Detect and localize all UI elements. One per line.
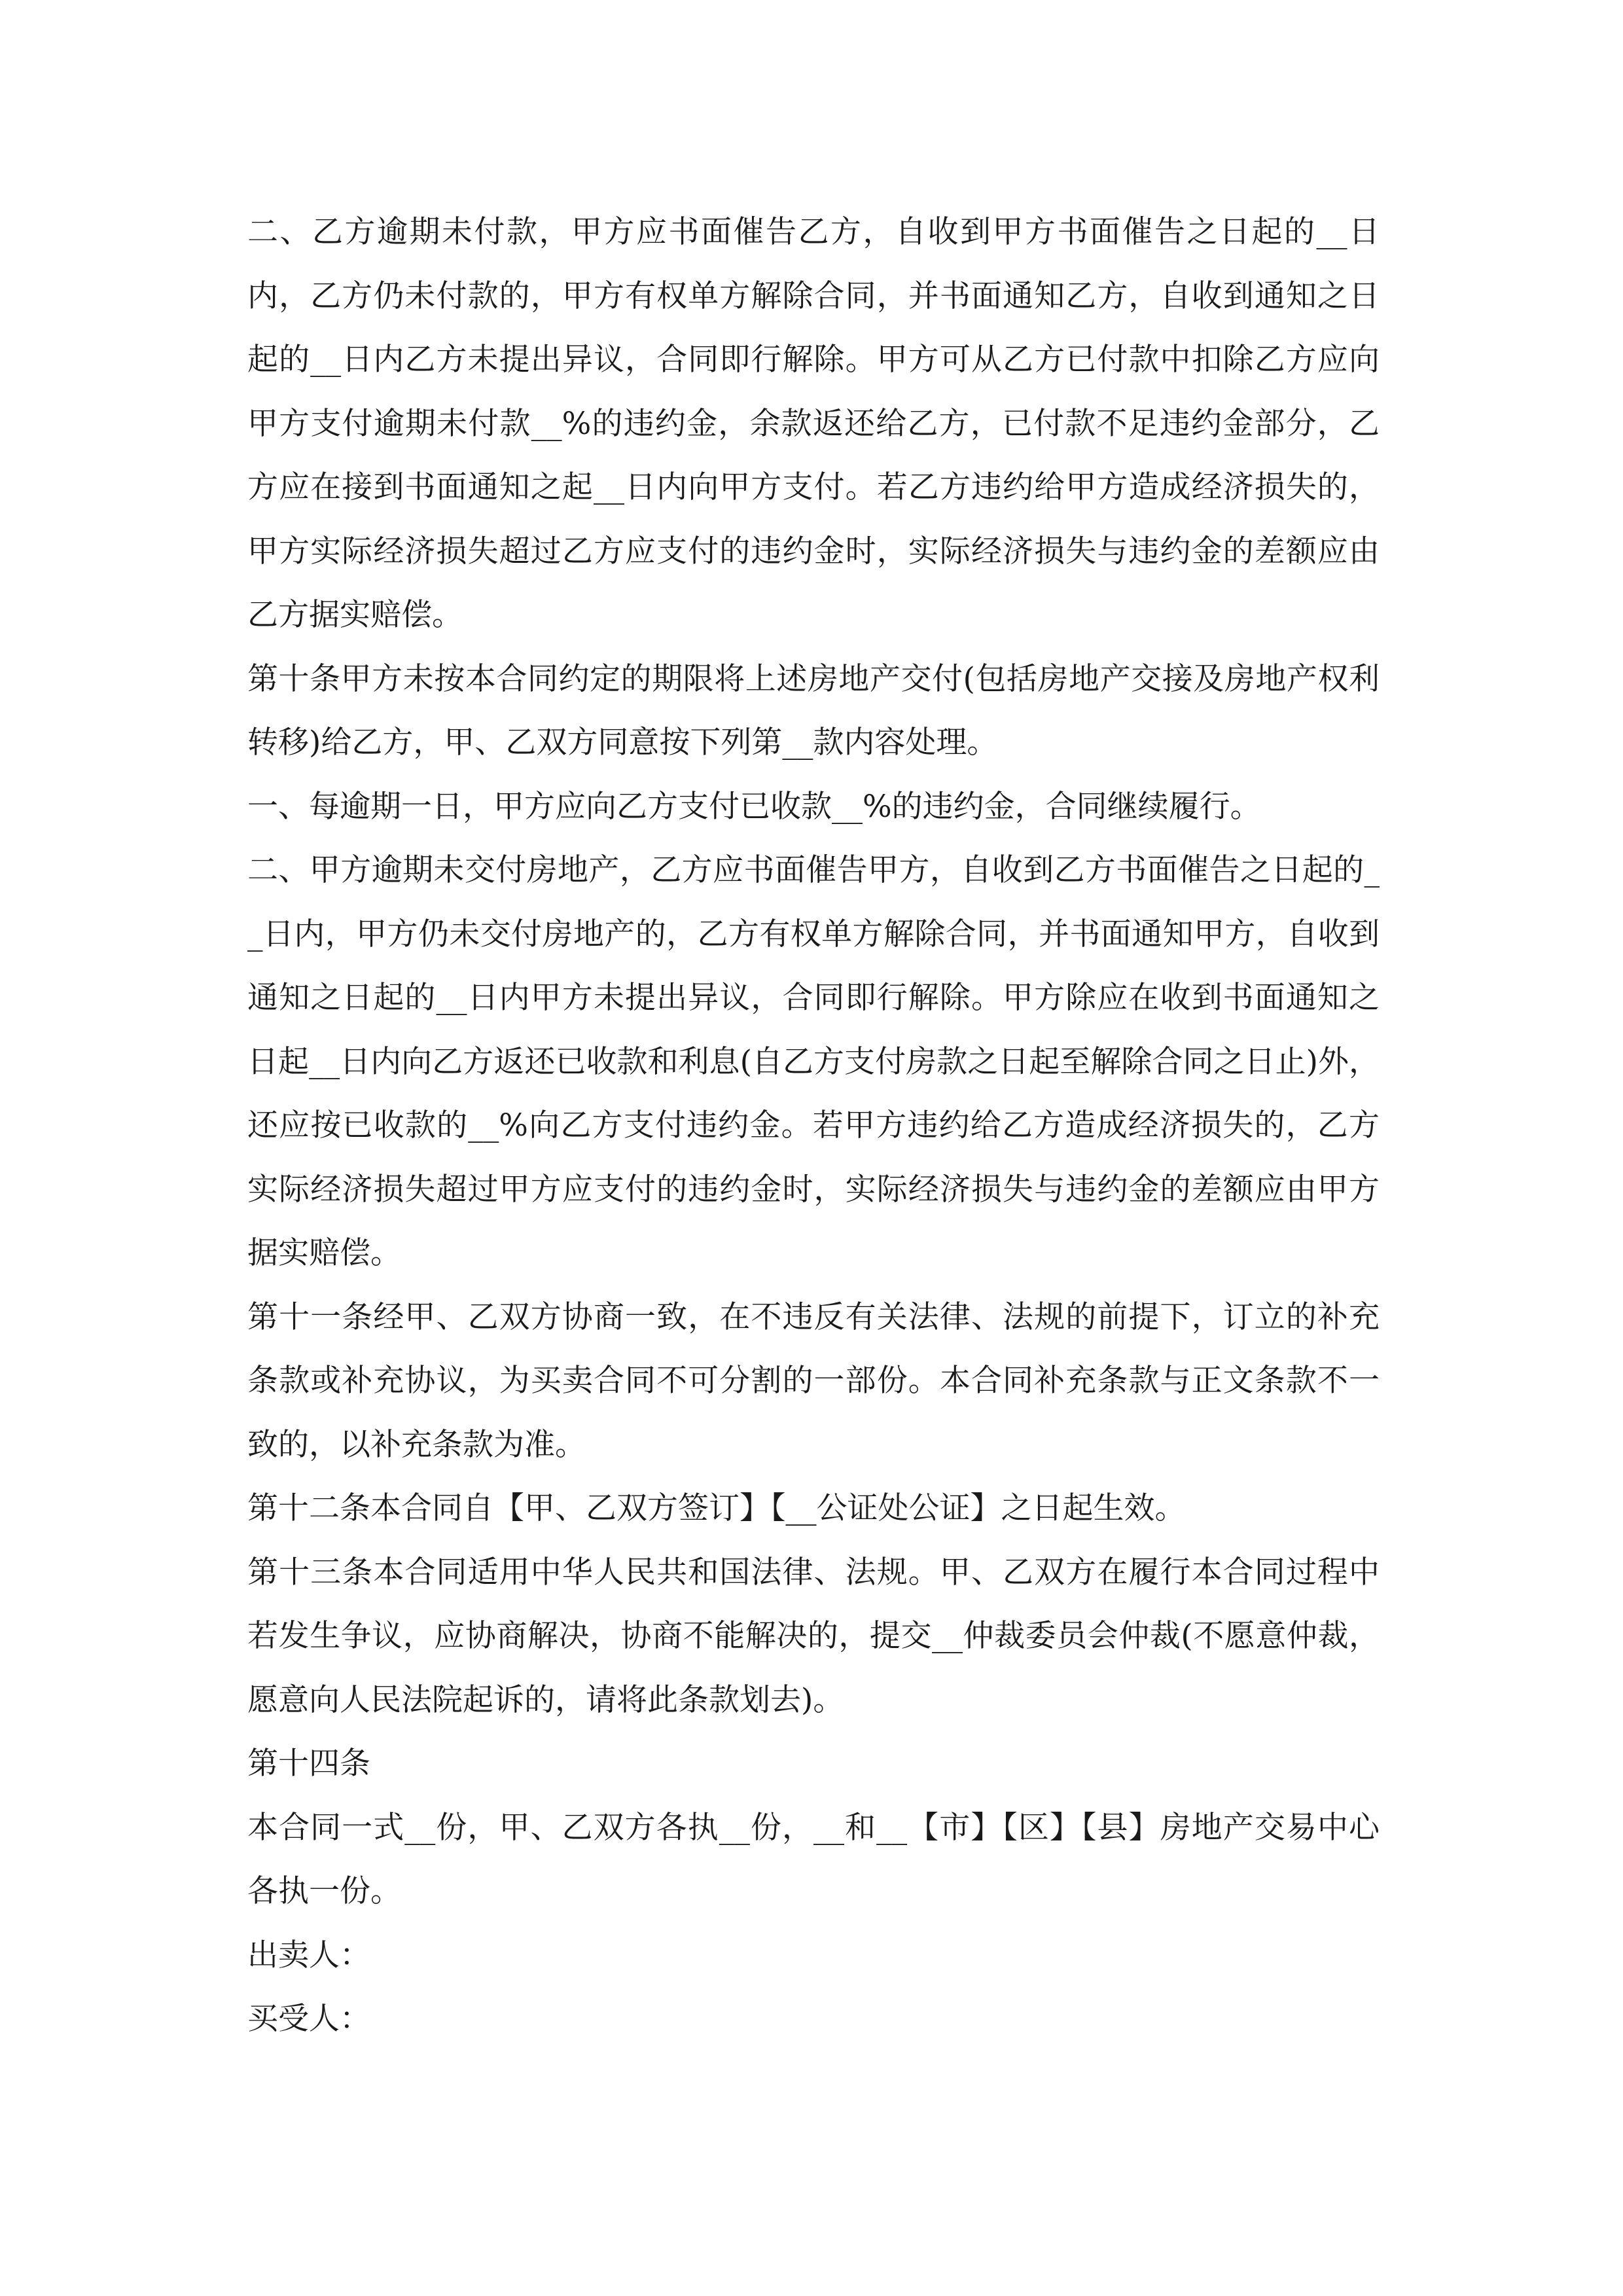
paragraph-article-10-item-1: 一、每逾期一日，甲方应向乙方支付已收款__%的违约金，合同继续履行。 — [247, 788, 1261, 825]
paragraph-article-11: 第十一条经甲、乙双方协商一致，在不违反有关法律、法规的前提下，订立的补充条款或补充协议，为买卖合同不可分割的一部份。本合同补充条款与正文条款不一致的，以补充条款为准。 — [247, 1299, 1380, 1463]
paragraph-article-12: 第十二条本合同自【甲、乙双方签订】【__公证处公证】之日起生效。 — [247, 1490, 1186, 1526]
paragraph-overdue-payment-clause: 二、乙方逾期未付款，甲方应书面催告乙方，自收到甲方书面催告之日起的__日内，乙方仍未付款的，甲方有权单方解除合同，并书面通知乙方，自收到通知之日起的__日内乙方未提出异议，合同即行解除。甲方可从乙方已付款中扣除乙方应向甲方支付逾期未付款__%的违约金，余款返还给乙方，已付款不足违约金部分，乙方应在接到书面通知之起__日内向甲方支付。若乙方违约给甲方造成经济损失的，甲方实际经济损失超过乙方应支付的违约金时，实际经济损失与违约金的差额应由乙方据实赔偿。 — [247, 214, 1380, 633]
paragraph-article-10-item-2: 二、甲方逾期未交付房地产，乙方应书面催告甲方，自收到乙方书面催告之日起的__日内，甲方仍未交付房地产的，乙方有权单方解除合同，并书面通知甲方，自收到通知之日起的__日内甲方未提出异议，合同即行解除。甲方除应在收到书面通知之日起__日内向乙方返还已收款和利息(自乙方支付房款之日起至解除合同之日止)外，还应按已收款的__%向乙方支付违约金。若甲方违约给乙方造成经济损失的，乙方实际经济损失超过甲方应支付的违约金时，实际经济损失与违约金的差额应由甲方据实赔偿。 — [247, 852, 1380, 1271]
paragraph-article-10: 第十条甲方未按本合同约定的期限将上述房地产交付(包括房地产交接及房地产权利转移)给乙方，甲、乙双方同意按下列第__款内容处理。 — [247, 660, 1380, 761]
paragraph-article-14-copies: 本合同一式__份，甲、乙双方各执__份，__和__【市】【区】【县】房地产交易中心各执一份。 — [247, 1809, 1380, 1909]
document-body — [247, 200, 1380, 2051]
seller-signature-label: 出卖人： — [247, 1937, 370, 1973]
paragraph-article-13: 第十三条本合同适用中华人民共和国法律、法规。甲、乙双方在履行本合同过程中若发生争议，应协商解决，协商不能解决的，提交__仲裁委员会仲裁(不愿意仲裁，愿意向人民法院起诉的，请将此条款划去)。 — [247, 1554, 1380, 1718]
buyer-signature-label: 买受人： — [247, 2001, 370, 2037]
paragraph-article-14-heading: 第十四条 — [247, 1746, 370, 1782]
